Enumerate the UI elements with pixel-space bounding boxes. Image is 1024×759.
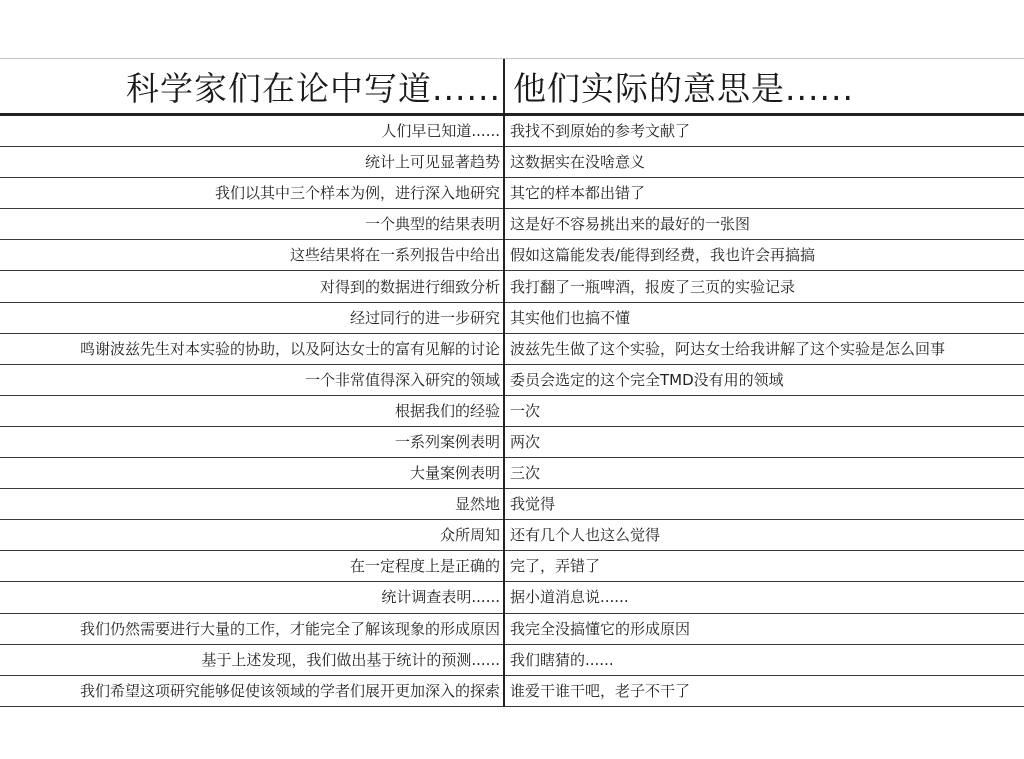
comparison-sheet [0,58,1024,713]
written-cell: 根据我们的经验 [0,395,504,426]
meaning-cell: 其它的样本都出错了 [504,178,1024,209]
written-cell: 统计上可见显著趋势 [0,147,504,178]
written-cell: 基于上述发现，我们做出基于统计的预测...... [0,644,504,675]
table-row [0,644,1024,675]
meaning-cell: 两次 [504,426,1024,457]
table-row [0,271,1024,302]
header-written: 科学家们在论中写道...... [0,59,504,115]
table-row [0,520,1024,551]
written-cell: 人们早已知道...... [0,115,504,147]
written-cell: 大量案例表明 [0,458,504,489]
meaning-cell: 谁爱干谁干吧，老子不干了 [504,675,1024,706]
meaning-cell: 波兹先生做了这个实验，阿达女士给我讲解了这个实验是怎么回事 [504,333,1024,364]
meaning-cell: 三次 [504,458,1024,489]
meaning-cell: 完了，弄错了 [504,551,1024,582]
meaning-cell: 其实他们也搞不懂 [504,302,1024,333]
meaning-cell: 委员会选定的这个完全TMD没有用的领域 [504,364,1024,395]
header-row [0,59,1024,115]
table-row [0,147,1024,178]
table-row [0,115,1024,147]
meaning-cell: 我完全没搞懂它的形成原因 [504,613,1024,644]
written-cell: 在一定程度上是正确的 [0,551,504,582]
table-row [0,364,1024,395]
table-row [0,333,1024,364]
meaning-cell: 还有几个人也这么觉得 [504,520,1024,551]
meaning-cell: 一次 [504,395,1024,426]
meaning-cell: 这数据实在没啥意义 [504,147,1024,178]
table-row [0,489,1024,520]
table-row [0,582,1024,613]
written-cell: 鸣谢波兹先生对本实验的协助，以及阿达女士的富有见解的讨论 [0,333,504,364]
meaning-cell: 我找不到原始的参考文献了 [504,115,1024,147]
table-row [0,240,1024,271]
meaning-cell: 假如这篇能发表/能得到经费，我也许会再搞搞 [504,240,1024,271]
written-cell: 这些结果将在一系列报告中给出 [0,240,504,271]
written-cell: 一系列案例表明 [0,426,504,457]
written-cell: 显然地 [0,489,504,520]
table-row [0,302,1024,333]
table-row [0,613,1024,644]
meaning-cell: 据小道消息说...... [504,582,1024,613]
written-cell: 统计调查表明...... [0,582,504,613]
written-cell: 经过同行的进一步研究 [0,302,504,333]
table-row [0,551,1024,582]
written-cell: 对得到的数据进行细致分析 [0,271,504,302]
phrase-table [0,59,1024,707]
table-row [0,675,1024,706]
written-cell: 我们以其中三个样本为例，进行深入地研究 [0,178,504,209]
meaning-cell: 我们瞎猜的...... [504,644,1024,675]
meaning-cell: 这是好不容易挑出来的最好的一张图 [504,209,1024,240]
written-cell: 我们仍然需要进行大量的工作，才能完全了解该现象的形成原因 [0,613,504,644]
table-row [0,178,1024,209]
header-meaning: 他们实际的意思是...... [504,59,1024,115]
written-cell: 一个典型的结果表明 [0,209,504,240]
table-row [0,426,1024,457]
table-row [0,395,1024,426]
written-cell: 我们希望这项研究能够促使该领域的学者们展开更加深入的探索 [0,675,504,706]
meaning-cell: 我打翻了一瓶啤酒，报废了三页的实验记录 [504,271,1024,302]
written-cell: 一个非常值得深入研究的领域 [0,364,504,395]
meaning-cell: 我觉得 [504,489,1024,520]
table-body [0,115,1024,707]
table-row [0,458,1024,489]
table-row [0,209,1024,240]
written-cell: 众所周知 [0,520,504,551]
